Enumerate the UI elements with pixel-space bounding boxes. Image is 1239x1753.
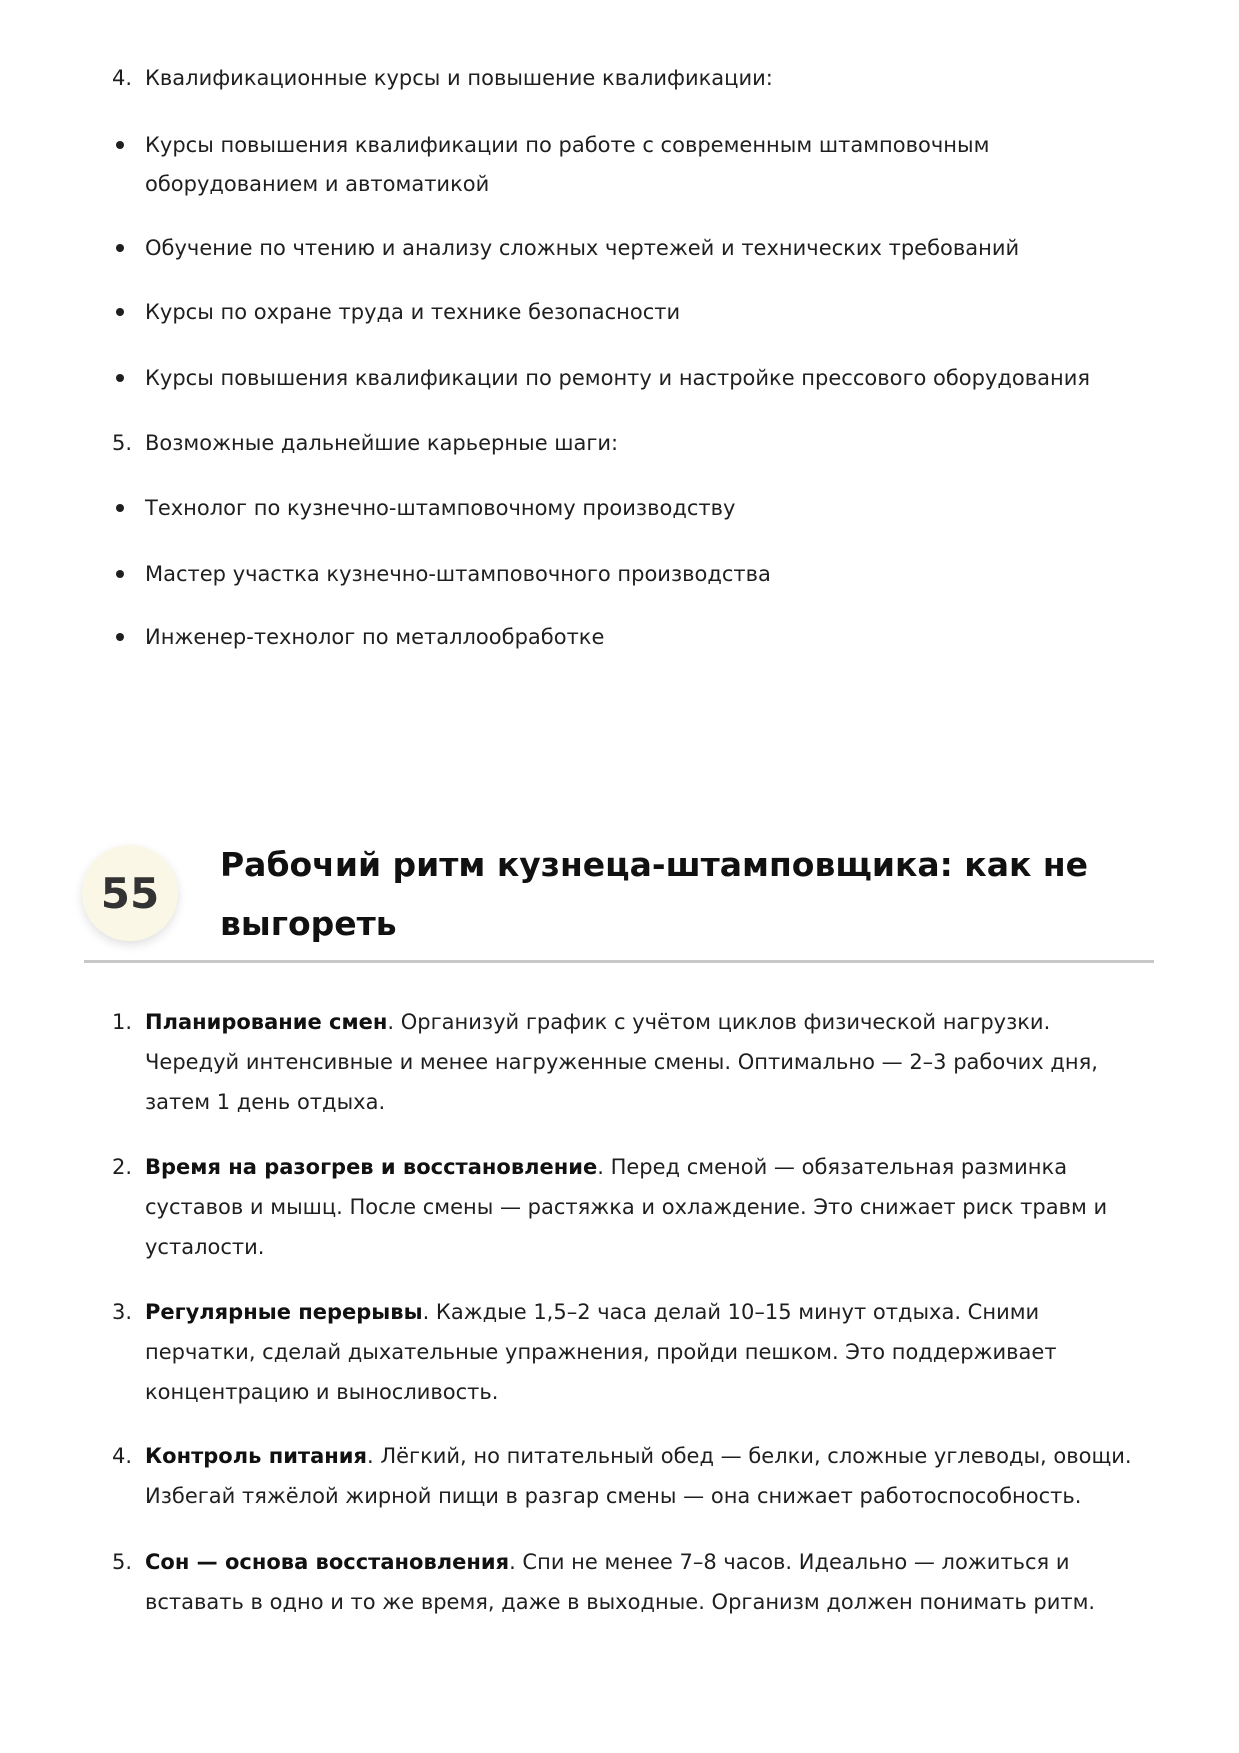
list-number: 5. [112,431,133,455]
list-item: оборудованием и автоматикой [145,172,490,196]
list-item-line: Чередуй интенсивные и менее нагруженные смены. Оптимально — 2–3 рабочих дня, [145,1050,1098,1074]
chapter-number-badge: 55 [82,845,178,941]
list-number: 5. [112,1550,133,1574]
list-item-line: Время на разогрев и восстановление. Перед сменой — обязательная разминка [145,1155,1068,1179]
list-item-title: Планирование смен [145,1010,388,1034]
list-item-line: перчатки, сделай дыхательные упражнения, пройди пешком. Это поддерживает [145,1340,1057,1364]
list-item-line: концентрацию и выносливость. [145,1380,499,1404]
chapter-title-cont: выгореть [220,904,397,943]
list-number: 3. [112,1300,133,1324]
bullet-icon [116,308,124,316]
list-heading: Квалификационные курсы и повышение квалификации: [145,66,773,90]
list-item: Курсы по охране труда и технике безопасности [145,300,681,324]
list-item-title: Сон — основа восстановления [145,1550,510,1574]
list-item-line: Избегай тяжёлой жирной пищи в разгар смены — она снижает работоспособность. [145,1484,1082,1508]
list-item: Инженер-технолог по металлообработке [145,625,605,649]
bullet-icon [116,633,124,641]
list-number: 4. [112,66,133,90]
list-heading: Возможные дальнейшие карьерные шаги: [145,431,619,455]
list-item: Технолог по кузнечно-штамповочному производству [145,496,736,520]
list-item-line: усталости. [145,1235,265,1259]
list-item: Мастер участка кузнечно-штамповочного производства [145,562,771,586]
list-item-title: Контроль питания [145,1444,367,1468]
list-item-line: суставов и мышц. После смены — растяжка и охлаждение. Это снижает риск травм и [145,1195,1108,1219]
list-item: Обучение по чтению и анализу сложных чертежей и технических требований [145,236,1020,260]
list-item: Курсы повышения квалификации по ремонту и настройке прессового оборудования [145,366,1091,390]
divider [84,960,1154,963]
list-number: 1. [112,1010,133,1034]
list-item-line: Регулярные перерывы. Каждые 1,5–2 часа делай 10–15 минут отдыха. Сними [145,1300,1040,1324]
bullet-icon [116,374,124,382]
list-item-line: Планирование смен. Организуй график с учётом циклов физической нагрузки. [145,1010,1051,1034]
chapter-title: Рабочий ритм кузнеца-штамповщика: как не [220,845,1089,884]
list-item-line: вставать в одно и то же время, даже в выходные. Организм должен понимать ритм. [145,1590,1096,1614]
list-number: 2. [112,1155,133,1179]
list-item-line: затем 1 день отдыха. [145,1090,386,1114]
list-item-title: Время на разогрев и восстановление [145,1155,598,1179]
bullet-icon [116,504,124,512]
list-item: Курсы повышения квалификации по работе с современным штамповочным [145,133,990,157]
bullet-icon [116,244,124,252]
list-item-line: Контроль питания. Лёгкий, но питательный обед — белки, сложные углеводы, овощи. [145,1444,1132,1468]
list-item-title: Регулярные перерывы [145,1300,423,1324]
bullet-icon [116,570,124,578]
list-item-line: Сон — основа восстановления. Спи не менее 7–8 часов. Идеально — ложиться и [145,1550,1070,1574]
bullet-icon [116,141,124,149]
list-number: 4. [112,1444,133,1468]
